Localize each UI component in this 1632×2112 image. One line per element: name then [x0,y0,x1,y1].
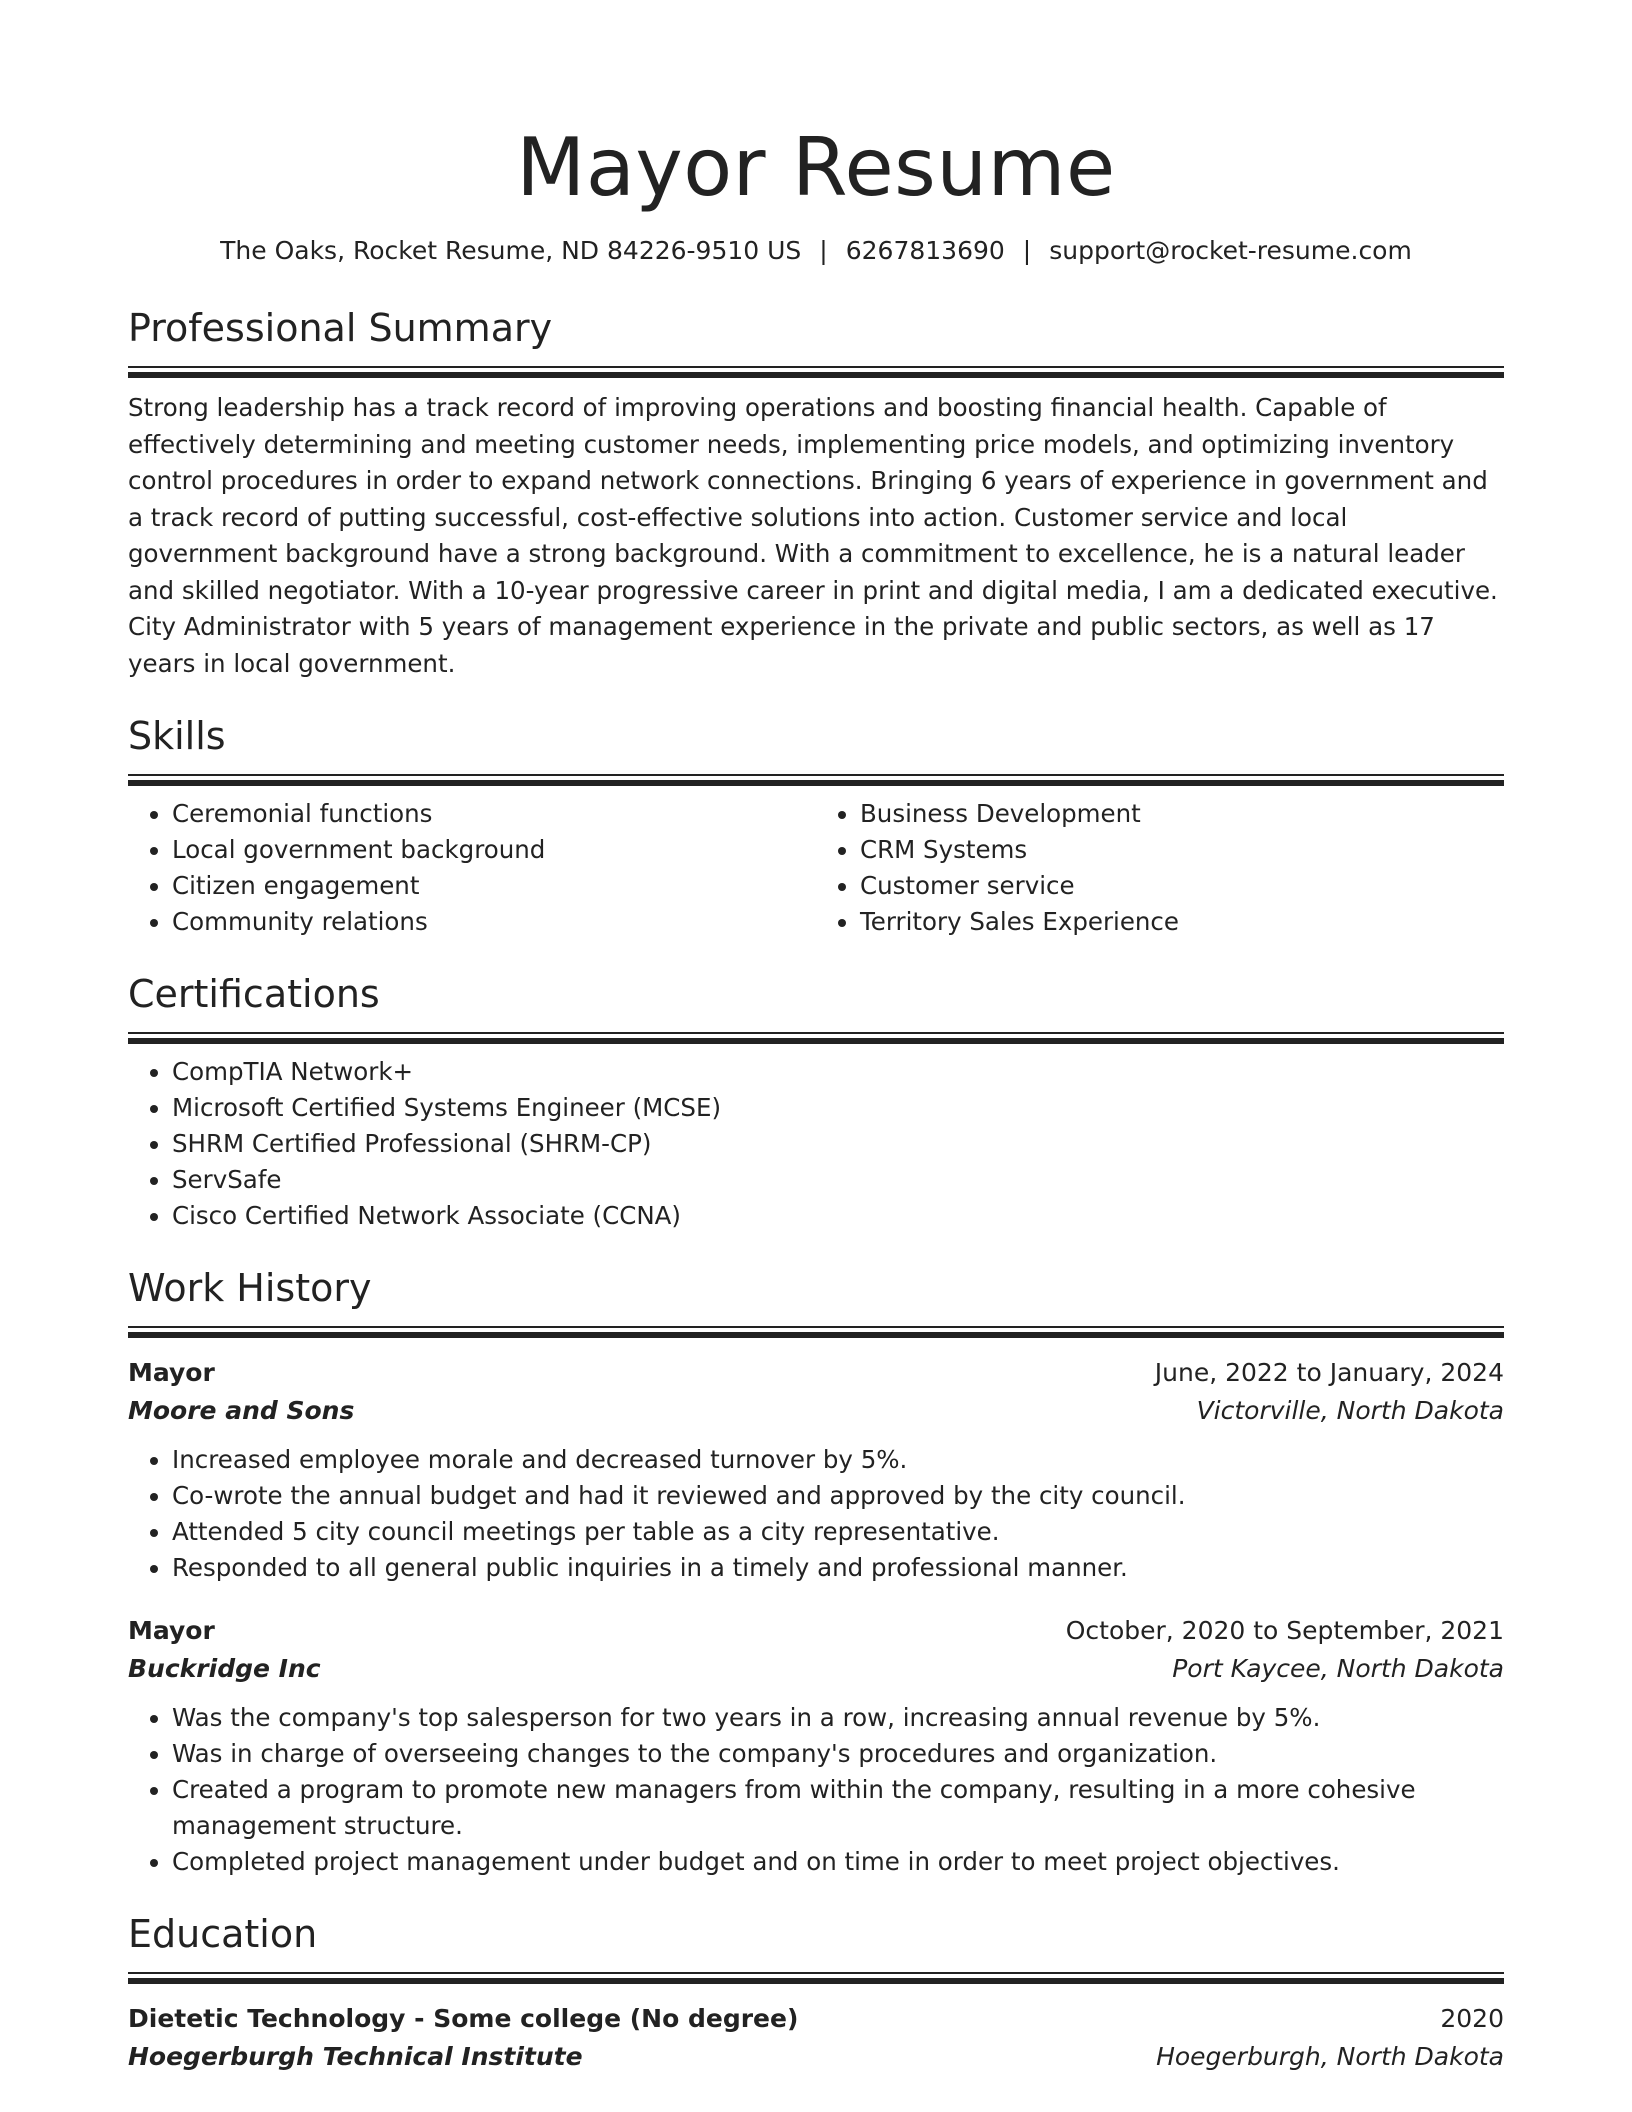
job-bullet: • Was the company's top salesperson for two years in a row, increasing annual revenue by 5%. [172,1700,1504,1736]
resume-name: Mayor Resume [516,121,1116,214]
education-entry [128,2000,1504,2076]
job-header-row [128,1354,1504,1392]
section-divider [128,1032,1504,1044]
contact-separator: | [1022,236,1032,265]
education-header-row [128,2000,1504,2038]
job-location: Victorville, North Dakota [1196,1396,1504,1425]
contact-line [128,234,1504,268]
job-title: Mayor [128,1616,215,1645]
certification-item: • Cisco Certified Network Associate (CCNA) [172,1198,1504,1234]
contact-phone: 6267813690 [845,236,1005,265]
contact-email: support@rocket-resume.com [1049,236,1412,265]
skill-item: • Community relations [172,904,816,940]
job-entry [128,1354,1504,1586]
work-history-section [128,1264,1504,1880]
summary-section [128,304,1504,682]
job-company: Buckridge Inc [128,1654,321,1683]
job-bullet: • Attended 5 city council meetings per table as a city representative. [172,1514,1504,1550]
job-company: Moore and Sons [128,1396,355,1425]
job-company-row [128,1392,1504,1430]
job-title: Mayor [128,1358,215,1387]
job-location: Port Kaycee, North Dakota [1172,1654,1504,1683]
job-dates: June, 2022 to January, 2024 [1154,1358,1504,1387]
section-divider [128,366,1504,378]
skills-grid [128,786,1504,940]
skill-item: • Territory Sales Experience [860,904,1504,940]
certification-item: • SHRM Certified Professional (SHRM-CP) [172,1126,1504,1162]
skill-item: • CRM Systems [860,832,1504,868]
education-location: Hoegerburgh, North Dakota [1156,2042,1504,2071]
section-divider [128,774,1504,786]
section-divider [128,1326,1504,1338]
job-company-row [128,1650,1504,1688]
certification-item: • ServSafe [172,1162,1504,1198]
skill-item: • Ceremonial functions [172,796,816,832]
job-entry [128,1612,1504,1880]
certification-item: • CompTIA Network+ [172,1054,1504,1090]
skill-item: • Business Development [860,796,1504,832]
skill-item: • Customer service [860,868,1504,904]
job-bullet: • Increased employee morale and decreased turnover by 5%. [172,1442,1504,1478]
section-title-certifications: Certifications [128,972,380,1016]
job-dates: October, 2020 to September, 2021 [1065,1616,1504,1645]
skill-item: • Local government background [172,832,816,868]
section-title-skills: Skills [128,714,226,758]
certification-item: • Microsoft Certified Systems Engineer (MCSE) [172,1090,1504,1126]
job-header-row [128,1612,1504,1650]
section-title-work-history: Work History [128,1266,372,1310]
job-bullet: • Created a program to promote new managers from within the company, resulting in a more cohesive management structure. [172,1772,1504,1844]
job-bullet: • Co-wrote the annual budget and had it reviewed and approved by the city council. [172,1478,1504,1514]
education-section [128,1910,1504,2076]
certifications-list [128,1054,1504,1234]
certifications-section [128,970,1504,1234]
contact-separator: | [819,236,828,265]
education-school-row [128,2038,1504,2076]
section-title-summary: Professional Summary [128,306,553,350]
skill-item: • Citizen engagement [172,868,816,904]
skills-list-left [128,796,816,940]
education-school: Hoegerburgh Technical Institute [128,2042,583,2071]
skills-list-right [816,796,1504,940]
section-divider [128,1972,1504,1984]
job-bullet: • Responded to all general public inquiries in a timely and professional manner. [172,1550,1504,1586]
job-bullets [128,1442,1504,1586]
summary-text: Strong leadership has a track record of improving operations and boosting financial health. Capable of effectively determining and meeting customer needs, implementing price models, and optimizing inventory control procedures in order to expand network connections. Bringing 6 years of experience in government and a track record of putting successful, cost-effective solutions into action. Customer service and local government background have a strong background. With a commitment to excellence, he is a natural leader and skilled negotiator. With a 10-year progressive career in print and digital media, I am a dedicated executive. City Administrator with 5 years of management experience in the private and public sectors, as well as 17 years in local government. [128,393,1498,678]
job-bullet: • Completed project management under budget and on time in order to meet project objectives. [172,1844,1504,1880]
skills-section [128,712,1504,940]
education-degree: Dietetic Technology - Some college (No degree) [128,2004,799,2033]
job-bullet: • Was in charge of overseeing changes to the company's procedures and organization. [172,1736,1504,1772]
education-year: 2020 [1440,2004,1504,2033]
contact-address: The Oaks, Rocket Resume, ND 84226-9510 US [220,236,802,265]
job-bullets [128,1700,1504,1880]
section-title-education: Education [128,1912,318,1956]
